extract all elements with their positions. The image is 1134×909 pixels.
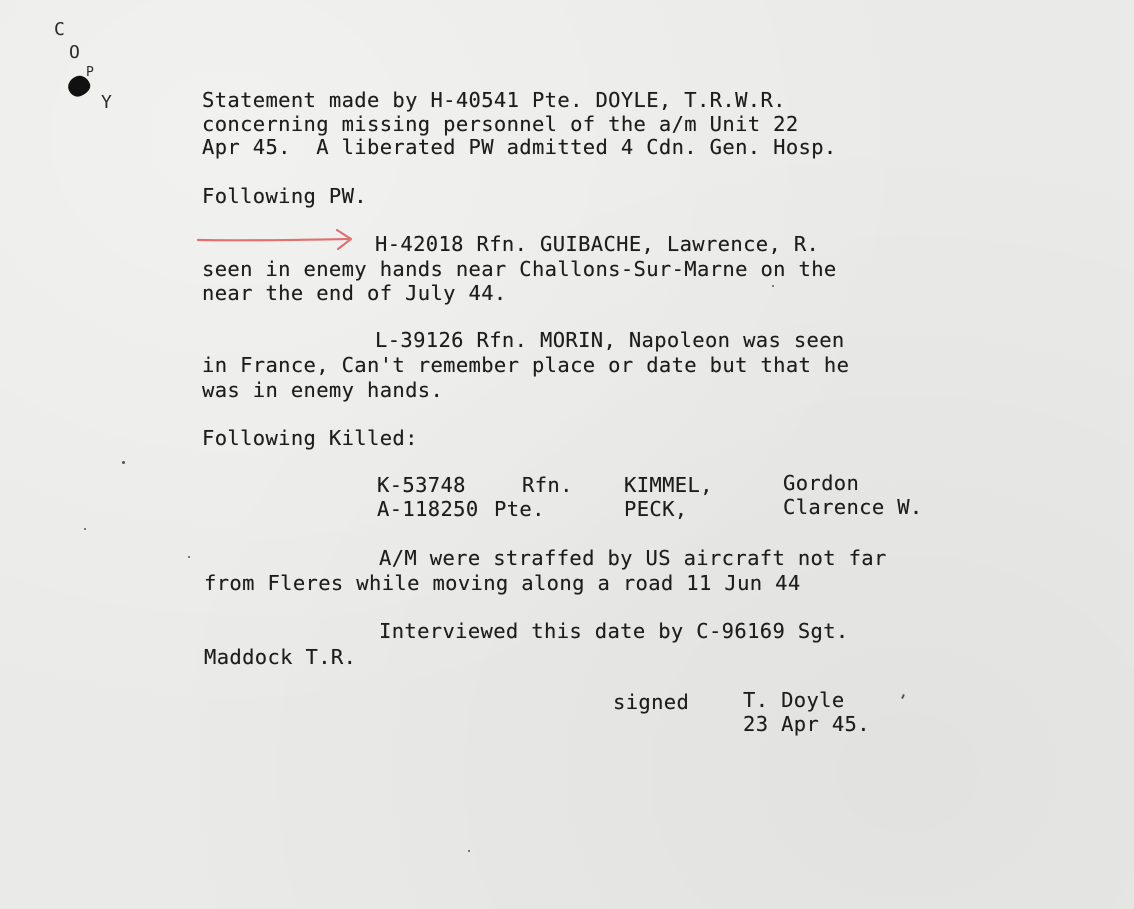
killed-2-number: A-118250 — [377, 497, 479, 521]
killed-2-rank: Pte. — [494, 497, 545, 521]
red-arrow-icon — [196, 227, 358, 253]
killed-2-given-name: Clarence W. — [783, 495, 923, 519]
interview-line-2: Maddock T.R. — [204, 645, 357, 669]
paper-speck — [188, 556, 190, 558]
interview-line-1: Interviewed this date by C-96169 Sgt. — [379, 619, 849, 643]
signed-label: signed — [613, 690, 690, 714]
paper-speck — [84, 528, 86, 530]
killed-2-surname: PECK, — [624, 497, 688, 521]
pw-entry-2-line-1: L-39126 Rfn. MORIN, Napoleon was seen — [375, 328, 845, 352]
paper-speck — [901, 694, 905, 699]
copy-stamp-letter-o: O — [69, 42, 80, 63]
pw-entry-1-line-2: seen in enemy hands near Challons-Sur-Marne on the — [202, 257, 837, 281]
paper-speck — [468, 850, 470, 852]
signature-date: 23 Apr 45. — [743, 712, 870, 736]
following-killed-heading: Following Killed: — [202, 426, 418, 450]
circumstance-line-2: from Fleres while moving along a road 11 Jun 44 — [204, 571, 801, 595]
killed-1-surname: KIMMEL, — [624, 473, 713, 497]
copy-stamp-letter-p: P — [86, 65, 94, 80]
killed-1-given-name: Gordon — [783, 471, 860, 495]
pw-entry-1-line-1: H-42018 Rfn. GUIBACHE, Lawrence, R. — [375, 232, 820, 256]
paper-speck — [772, 285, 774, 287]
copy-stamp-letter-y: Y — [101, 92, 112, 113]
killed-1-rank: Rfn. — [522, 473, 573, 497]
following-pw-heading: Following PW. — [202, 184, 367, 208]
pw-entry-2-line-2: in France, Can't remember place or date but that he — [202, 353, 850, 377]
killed-1-number: K-53748 — [377, 473, 466, 497]
statement-line-2: concerning missing personnel of the a/m Unit 22 — [202, 112, 799, 136]
statement-line-1: Statement made by H-40541 Pte. DOYLE, T.R.W.R. — [202, 88, 786, 112]
pw-entry-1-line-3: near the end of July 44. — [202, 281, 507, 305]
paper-speck — [122, 461, 125, 464]
pw-entry-2-line-3: was in enemy hands. — [202, 378, 444, 402]
circumstance-line-1: A/M were straffed by US aircraft not far — [379, 546, 887, 570]
copy-stamp-letter-c: C — [54, 19, 65, 40]
statement-line-3: Apr 45. A liberated PW admitted 4 Cdn. Gen. Hosp. — [202, 135, 837, 159]
signer-name: T. Doyle — [743, 688, 845, 712]
